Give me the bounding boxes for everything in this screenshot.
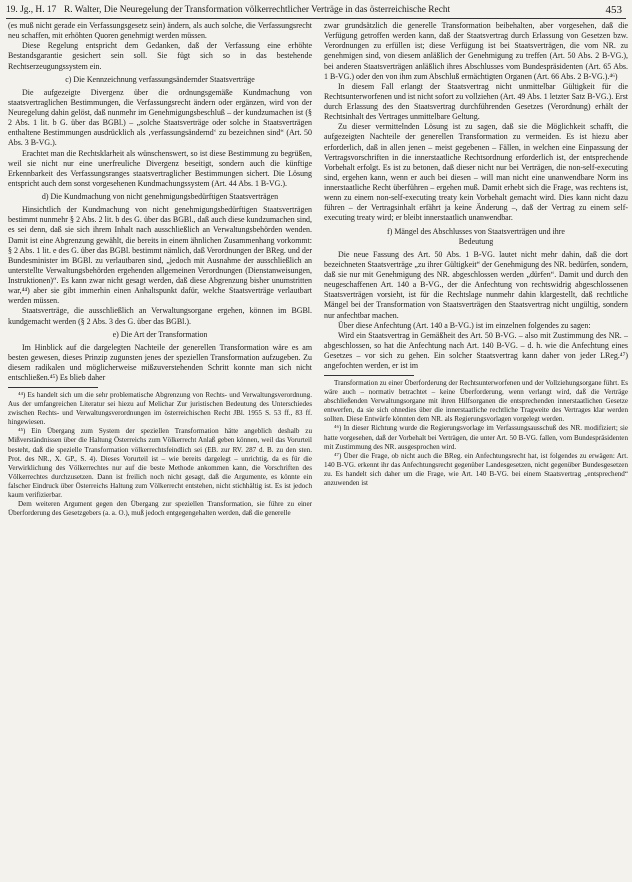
paragraph: In diesem Fall erlangt der Staatsvertrag nicht unmittelbar Gültigkeit für die Rechtsunterworfenen und ist nicht sofort zu vollziehen (Art. 49 Abs. 1 letzter Satz B-VG.). Erst durch Erlassung des den Staatsvertrag durchführenden Gesetzes (Verordnung) erhält der Rechtsinhalt des Vertrages unmittelbare Geltung. — [324, 81, 628, 122]
footnote-47: ⁴⁷) Über die Frage, ob nicht auch die BReg. ein Anfechtungsrecht hat, ist folgendes zu erwägen: Art. 140 B-VG. erkennt ihr das Anfechtungsrecht gegenüber Landesgesetzen, nicht gegenüber Bundesgesetzen zu. Es handelt sich daher um die Frage, wie Art. 140 B-VG. bei einem Staatsvertrag „entsprechend“ anzuwenden ist — [324, 451, 628, 487]
footnote-46: ⁴⁶) In dieser Richtung wurde die Regierungsvorlage im Verfassungsausschuß des NR. modifiziert; sie hatte vorgesehen, daß der Vorbehalt bei Verträgen, die unter Art. 50 B-VG. fallen, vom Bundespräsidenten mit Zustimmung des NR. ausgesprochen wird. — [324, 424, 628, 451]
section-heading-e: e) Die Art der Transformation — [112, 329, 208, 339]
footnote-rule — [324, 375, 414, 376]
footnote-45: ⁴⁵) Ein Übergang zum System der speziellen Transformation hätte angeblich deshalb zu Mißverständnissen über die Haltung Österreichs zum Völkerrecht Anlaß geben können, weil das Vorurteil besteht, daß die spezielle Transformation völkerrechtsfeindlich sei (EB. zur RV. 287 d. B. zu den sten. Prot. des NR., X. GP., S. 4). Dieses Vorurteil ist – wie bereits dargelegt – unrichtig, da es für die Verwirklichung des Völkerrechtes nur auf die beste Methode ankommen kann, die Vorschriften des Völkerrechtes durchzusetzen. Dann ist freilich noch nicht gesagt, daß die Argumente, es könnte ein falscher Eindruck über Österreichs Haltung zum Völkerrecht entstehen, nicht stichhältig ist. Es ist jedoch kaum verifizierbar. — [8, 427, 312, 499]
section-heading-d: d) Die Kundmachung von nicht genehmigungsbedürftigen Staatsverträgen — [41, 192, 279, 201]
running-header — [6, 2, 626, 18]
page-number: 453 — [605, 4, 622, 16]
paragraph: Diese Regelung entspricht dem Gedanken, daß der Verfassung eine erhöhte Bestandsgarantie gesichert sein soll. Sie fügt sich so in das bestehende Rechtserzeugungssystem ein. — [8, 41, 312, 71]
right-column — [324, 21, 628, 488]
footnotes — [324, 379, 628, 488]
section-heading-f-line2: Bedeutung — [458, 236, 494, 246]
section-heading-c: c) Die Kennzeichnung verfassungsändernder Staatsverträge — [65, 74, 255, 84]
footnote-rule — [8, 387, 98, 388]
paragraph: Erachtet man die Rechtsklarheit als wünschenswert, so ist diese Bestimmung zu begrüßen, weil sie nicht nur eine unerfreuliche Divergenz beseitigt, sondern auch die künftige Erkennbarkeit des Verfassungsranges staatsvertraglicher Bestimmungen sichert. Die Lösung entspricht auch dem sonst vorgesehenen Kundmachungssystem (Art. 44 Abs. 1 B-VG.). — [8, 148, 312, 188]
paragraph: Wird ein Staatsvertrag in Gemäßheit des Art. 50 B-VG. – also mit Zustimmung des NR. – abgeschlossen, so hat die Anfechtung nach Art. 140 B-VG. – d. h. wie die Anfechtung eines Gesetzes – vor sich zu gehen. Ein solcher Staatsvertrag kann daher von jeder LReg.⁴⁷) angefochten werden, er ist im — [324, 330, 628, 371]
paragraph: Zu dieser vermittelnden Lösung ist zu sagen, daß sie die Möglichkeit schafft, die aufgezeigten Nachteile der generellen Transformation zu vermeiden. Es ist hiezu aber erforderlich, daß in allen jenen – meist gegebenen – Fällen, in welchen eine Einpassung der Vertragsvorschriften in die innerstaatliche Rechtsordnung erforderlich ist, der entsprechende Vorbehalt erfolgt. Es ist zu betonen, daß dieser nicht nur bei Verträgen, die non-self-executing sind, ergehen kann, wenn er auch bei diesen – will man nicht eine unanwendbare Norm ins innerstaatliche Recht überführen – ergehen muß. Damit erhebt sich die Frage, was rechtens ist, wenn zu einem non-self-executing treaty kein Vorbehalt gemacht wird. Dies kann nicht dazu führen – der Vertragsinhalt erfährt ja keine Änderung –, daß der Vertrag zu einem self-executing treaty wird; er bleibt innerstaatlich unanwendbar. — [324, 122, 628, 223]
footnote-44: ⁴⁴) Es handelt sich um die sehr problematische Abgrenzung von Rechts- und Verwaltungsverordnung. Aus der umfangreichen Literatur sei hiezu auf Melichar Zur juristischen Bedeutung des Unterschiedes zwischen Rechts- und Verwaltungsverordnungen im österreichischen Recht JBl. 1955 S. 53 ff., 83 ff. hingewiesen. — [8, 391, 312, 427]
paragraph: Die aufgezeigte Divergenz über die ordnungsgemäße Kundmachung von staatsvertraglichen Bestimmungen, die Verfassungsrecht ändern oder ergänzen, wird von der Neuregelung dahin gelöst, daß nunmehr im Genehmigungsbeschluß – der kundzumachen ist (§ 2 Abs. 1 lit. b G. über das BGBl.) – „solche Staatsverträge oder solche in Staatsverträgen enthaltene Bestimmungen ausdrücklich als ‚verfassungsändernd‘ zu bezeichnen sind“ (Art. 50 Abs. 3 B-VG.). — [8, 87, 312, 148]
left-column — [8, 21, 312, 518]
paragraph: Über diese Anfechtung (Art. 140 a B-VG.) ist im einzelnen folgendes zu sagen: — [338, 320, 591, 330]
paragraph: zwar grundsätzlich die generelle Transformation beibehalten, aber vorgesehen, daß die Verfügung getroffen werden kann, daß der Staatsvertrag durch Erlassung von Gesetzen bzw. Verordnungen zu erfüllen ist; diese Verfügung ist bei Staatsverträgen, die vom NR. zu genehmigen sind, von diesem anläßlich der Genehmigung zu treffen (Art. 50 Abs. 2 B-VG.), bei anderen Staatsverträgen anläßlich ihres Abschlusses vom Bundespräsidenten (Art. 65 Abs. 1 B-VG.) oder den von ihm zum Abschluß ermächtigten Organen (Art. 66 Abs. 2 B-VG.).⁴⁶) — [324, 21, 628, 81]
paragraph: Hinsichtlich der Kundmachung von nicht genehmigungsbedürftigen Staatsverträgen bestimmt nunmehr § 2 Abs. 2 lit. b des G. über das BGBl., daß auch diese kundzumachen sind, es sei denn, daß sie sich ihrem Inhalt nach ausschließlich an Verwaltungsbehörden wenden. Damit ist eine Abgrenzung gewählt, die bereits in einem ähnlichen Zusammenhang vorkommt: § 2 Abs. 1 lit. e des G. über das BGBl. bestimmt nämlich, daß Verordnungen der BReg. und der Bundesminister im BGBl. zu verlautbaren sind, „jedoch mit Ausnahme der ausschließlich an unterstellte Verwaltungsbehörden ergehenden allgemeinen Verordnungen (Dienstanweisungen, Instruktionen)“. Es kann zwar nicht gesagt werden, daß diese Abgrenzung bisher unumstritten war,⁴⁴) aber sie gibt immerhin einen Anhaltspunkt dafür, welche Staatsverträge verlautbart werden müssen. — [8, 205, 312, 306]
paragraph: Im Hinblick auf die dargelegten Nachteile der generellen Transformation wäre es am besten gewesen, dieses Prinzip zugunsten jenes der speziellen Transformation aufzugeben. Zu diesem radikalen und möglicherweise mißzuverstehenden Schritt konnte man sich nicht entschließen.⁴⁵) Es blieb daher — [8, 342, 312, 383]
running-title: R. Walter, Die Neuregelung der Transformation völkerrechtlicher Verträge in das österreichische Recht — [64, 5, 451, 15]
paragraph: Staatsverträge, die ausschließlich an Verwaltungsorgane ergehen, können im BGBl. kundgemacht werden (§ 2 Abs. 3 des G. über das BGBl.). — [8, 306, 312, 326]
section-heading-f: f) Mängel des Abschlusses von Staatsverträgen und ihre — [387, 226, 565, 236]
paragraph: (es muß nicht gerade ein Verfassungsgesetz sein) ändern, als auch solche, die Verfassungsrecht neu schaffen, mit erhöhten Quoren genehmigt werden müssen. — [8, 21, 312, 41]
footnotes — [8, 391, 312, 518]
issue-label: 19. Jg., H. 17 — [6, 5, 57, 15]
header-rule — [6, 18, 626, 19]
footnote-continuation: Transformation zu einer Überforderung der Rechtsunterworfenen und der Vollziehungsorgane führt. Es wäre auch – normativ betrachtet – keine Überforderung, wenn verlangt wird, daß die Verträge abschließenden Verwaltungsorgane mit ihren Hilfsorganen die entsprechenden innerstaatlichen Gesetze entwerfen, da sie sich ohnedies über die innerstaatliche rechtliche Tragweite des Vertrages klar werden sollten. Diese Entwürfe könnten dem NR. als Regierungsvorlagen vorgelegt werden. — [324, 379, 628, 424]
paragraph: Die neue Fassung des Art. 50 Abs. 1 B-VG. lautet nicht mehr dahin, daß die dort bezeichneten Staatsverträge „zu ihrer Gültigkeit“ der Genehmigung des NR. bedürfen, sondern, daß sie nur mit Genehmigung des NR. abgeschlossen werden „dürfen“. Damit und durch den neugeschaffenen Art. 140 a B-VG., der die Anfechtung von rechtswidrig abgeschlossenen Staatsverträgen vorsieht, ist für die Rechtslage nunmehr dahin klargestellt, daß rechtliche Mängel bei der Transformation von Staatsverträgen den Staatsvertrag nicht ungültig, sondern nur anfechtbar machen. — [324, 249, 628, 320]
footnote-45-continued: Dem weiteren Argument gegen den Übergang zur speziellen Transformation, sie führe zu einer Überforderung des Gesetzgebers (a. a. O.), muß jedoch entgegengehalten werden, daß die generelle — [8, 499, 312, 517]
